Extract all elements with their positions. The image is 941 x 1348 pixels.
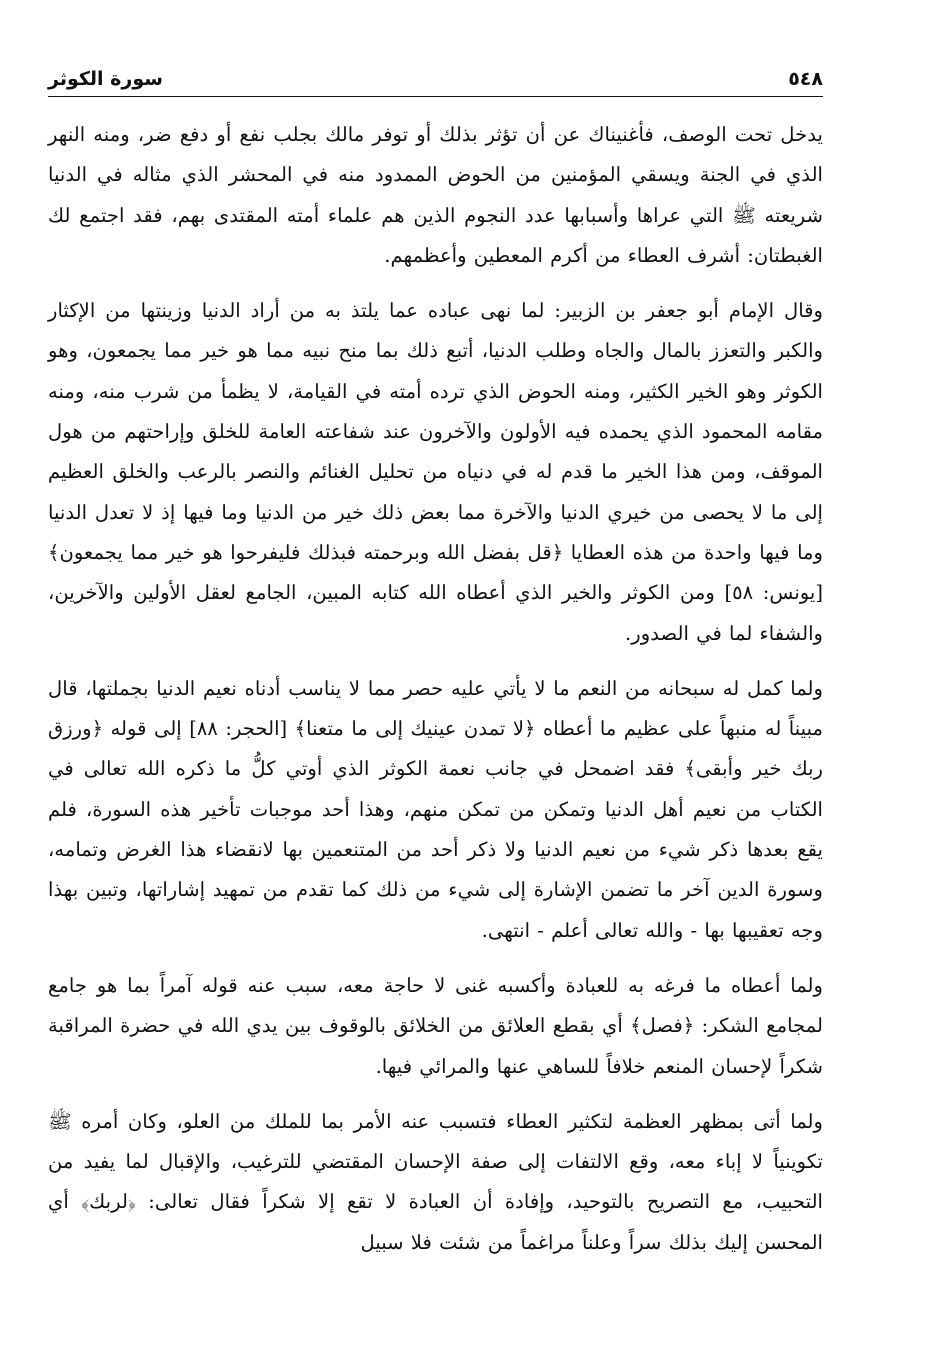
- paragraph-2: وقال الإمام أبو جعفر بن الزبير: لما نهى عباده عما يلتذ به من أراد الدنيا وزينتها من الإكثار والكبر والتعزز بالمال والجاه وطلب الدنيا، أتبع ذلك بما منح نبيه مما هو خير مما يجمعون، وهو الكوثر وهو الخير الكثير، ومنه الحوض الذي ترده أمته في القيامة، لا يظمأ من شرب منه، ومنه مقامه المحمود الذي يحمده فيه الأولون والآخرون عند شفاعته العامة للخلق وإراحتهم من هول الموقف، ومن هذا الخير ما قدم له في دنياه من تحليل الغنائم والنصر بالرعب والخلق العظيم إلى ما لا يحصى من خيري الدنيا والآخرة مما بعض ذلك خير من الدنيا وما فيها إذ لا تعدل الدنيا وما فيها واحدة من هذه العطايا ﴿قل بفضل الله وبرحمته فبذلك فليفرحوا هو خير مما يجمعون﴾ [يونس: ٥٨] ومن الكوثر والخير الذي أعطاه الله كتابه المبين، الجامع لعقل الأولين والآخرين، والشفاء لما في الصدور.: [48, 299, 824, 645]
- paragraph-4: ولما أعطاه ما فرغه به للعبادة وأكسبه غنى لا حاجة معه، سبب عنه قوله آمراً بما هو جامع لمجامع الشكر: ﴿فصل﴾ أي بقطع العلائق من الخلائق بالوقوف بين يدي الله في حضرة المراقبة شكراً لإحسان المنعم خلافاً للساهي عنها والمرائي فيها.: [48, 973, 823, 1078]
- paragraph-3: ولما كمل له سبحانه من النعم ما لا يأتي عليه حصر مما لا يناسب أدناه نعيم الدنيا بجملتها، قال مبيناً له منبهاً على عظيم ما أعطاه ﴿لا تمدن عينيك إلى ما متعنا﴾ [الحجر: ٨٨] إلى قوله ﴿ورزق ربك خير وأبقى﴾ فقد اضمحل في جانب نعمة الكوثر الذي أوتي كلُّ ما ذكره الله تعالى في الكتاب من نعيم أهل الدنيا وتمكن من تمكن منهم، وهذا أحد موجبات تأخير هذه السورة، فلم يقع بعدها ذكر شيء من نعيم الدنيا ولا ذكر أحد من المتنعمين بها لانقضاء هذا الغرض وتمامه، وسورة الدين آخر ما تضمن الإشارة إلى شيء من ذلك كما تقدم من تمهيد إشاراتها، وتبين بهذا وجه تعقيبها بها - والله تعالى أعلم - انتهى.: [48, 676, 823, 942]
- book-page: [48, 60, 823, 1278]
- page-number: ٥٤٨: [788, 68, 823, 90]
- page-header: [48, 60, 823, 97]
- page-body: [48, 115, 823, 1263]
- paragraph-5: ولما أتى بمظهر العظمة لتكثير العطاء فتسبب عنه الأمر بما للملك من العلو، وكان أمره ﷺ تكوينياً لا إباء معه، وقع الالتفات إلى صفة الإحسان المقتضي للترغيب، والإقبال لما يفيد من التحبيب، مع التصريح بالتوحيد، وإفادة أن العبادة لا تقع إلا شكراً فقال تعالى: ﴿لربك﴾ أي المحسن إليك بذلك سراً وعلناً مراغماً من شئت فلا سبيل: [48, 1109, 823, 1254]
- surah-title: سورة الكوثر: [48, 68, 163, 90]
- paragraph-1: يدخل تحت الوصف، فأغنيناك عن أن تؤثر بذلك أو توفر مالك بجلب نفع أو دفع ضر، ومنه النهر الذي في الجنة ويسقي المؤمنين من الحوض الممدود منه في المحشر الذي مثاله في الدنيا شريعته ﷺ التي عراها وأسبابها عدد النجوم الذين هم علماء أمته المقتدى بهم، فقد اجتمع لك الغبطتان: أشرف العطاء من أكرم المعطين وأعظمهم.: [48, 123, 823, 267]
